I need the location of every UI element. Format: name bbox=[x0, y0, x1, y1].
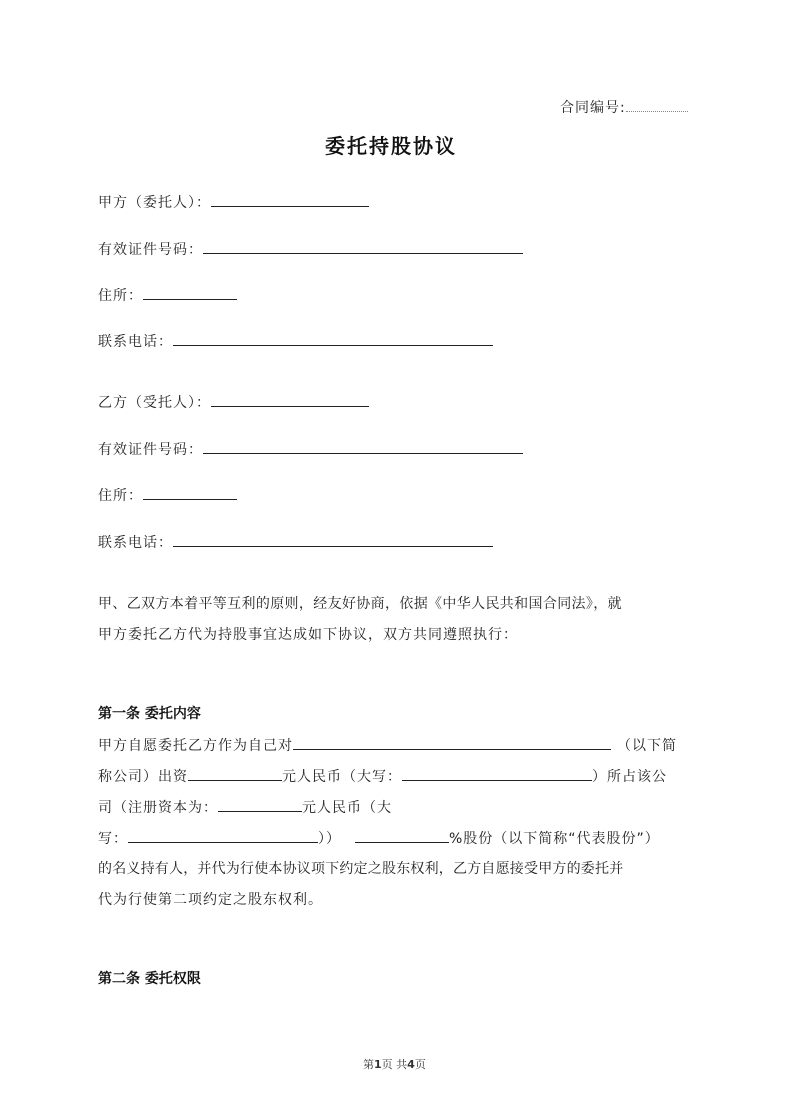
preamble-line-2: 甲方委托乙方代为持股事宜达成如下协议，双方共同遵照执行： bbox=[98, 627, 518, 643]
company-name-field[interactable] bbox=[293, 735, 611, 750]
party-a-name-field[interactable] bbox=[211, 192, 369, 207]
share-percentage-field[interactable] bbox=[355, 828, 449, 843]
article-1-line-4 bbox=[98, 828, 660, 849]
investment-amount-uppercase-field[interactable] bbox=[402, 766, 592, 781]
party-a-phone-row bbox=[98, 331, 493, 352]
party-a-id-field[interactable] bbox=[203, 239, 523, 254]
party-b-name-label: 乙方（受托人）： bbox=[98, 395, 211, 411]
article-1-text: 称公司）出资 bbox=[98, 769, 188, 785]
party-b-id-row bbox=[98, 439, 523, 460]
party-a-name-label: 甲方（委托人）： bbox=[98, 195, 211, 211]
registered-capital-uppercase-field[interactable] bbox=[128, 828, 318, 843]
article-1-text: ）所占该公 bbox=[592, 769, 667, 785]
party-a-name-row bbox=[98, 192, 369, 213]
party-b-name-field[interactable] bbox=[211, 392, 369, 407]
party-b-address-field[interactable] bbox=[143, 485, 237, 500]
article-1-text: 元人民币（大 bbox=[302, 800, 392, 816]
article-1-text: （以下简 bbox=[617, 738, 677, 754]
footer-text: 页 bbox=[414, 1058, 426, 1071]
article-1-line-1 bbox=[98, 735, 677, 756]
article-2-heading: 第二条 委托权限 bbox=[98, 971, 201, 987]
investment-amount-field[interactable] bbox=[188, 766, 282, 781]
party-a-phone-label: 联系电话： bbox=[98, 334, 173, 350]
page-footer bbox=[363, 1056, 426, 1072]
footer-text: 页 共 bbox=[381, 1058, 408, 1071]
document-title: 委托持股协议 bbox=[325, 134, 457, 158]
party-a-id-label: 有效证件号码： bbox=[98, 242, 203, 258]
party-b-phone-row bbox=[98, 532, 493, 553]
party-b-phone-label: 联系电话： bbox=[98, 535, 173, 551]
party-b-name-row bbox=[98, 392, 369, 413]
party-a-address-field[interactable] bbox=[143, 285, 237, 300]
total-page-count: 4 bbox=[407, 1058, 415, 1071]
article-1-text: 司（注册资本为： bbox=[98, 800, 218, 816]
article-1-text: 甲方自愿委托乙方作为自己对 bbox=[98, 738, 293, 754]
footer-text: 第 bbox=[363, 1058, 374, 1071]
article-1-text: %股份（以下简称“代表股份”） bbox=[449, 831, 660, 847]
party-b-address-label: 住所： bbox=[98, 488, 143, 504]
party-a-phone-field[interactable] bbox=[173, 331, 493, 346]
article-1-line-3 bbox=[98, 797, 392, 818]
party-b-id-label: 有效证件号码： bbox=[98, 442, 203, 458]
article-1-text: ）） bbox=[318, 831, 341, 847]
contract-number-field[interactable] bbox=[626, 97, 688, 112]
party-a-address-label: 住所： bbox=[98, 288, 143, 304]
article-1-heading: 第一条 委托内容 bbox=[98, 706, 201, 722]
party-b-address-row bbox=[98, 485, 237, 506]
contract-number bbox=[560, 97, 688, 118]
article-1-text: 元人民币（大写： bbox=[282, 769, 402, 785]
article-1-line-6: 代为行使第二项约定之股东权利。 bbox=[98, 892, 323, 908]
party-b-phone-field[interactable] bbox=[173, 532, 493, 547]
party-b-id-field[interactable] bbox=[203, 439, 523, 454]
article-1-line-5: 的名义持有人，并代为行使本协议项下约定之股东权利，乙方自愿接受甲方的委托并 bbox=[98, 861, 624, 877]
article-1-line-2 bbox=[98, 766, 667, 787]
party-a-address-row bbox=[98, 285, 237, 306]
article-1-text: 写： bbox=[98, 831, 128, 847]
contract-number-label: 合同编号: bbox=[560, 100, 626, 116]
preamble-line-1: 甲、乙双方本着平等互利的原则，经友好协商，依据《中华人民共和国合同法》，就 bbox=[98, 596, 622, 612]
registered-capital-field[interactable] bbox=[218, 797, 302, 812]
current-page-number: 1 bbox=[374, 1058, 382, 1071]
party-a-id-row bbox=[98, 239, 523, 260]
